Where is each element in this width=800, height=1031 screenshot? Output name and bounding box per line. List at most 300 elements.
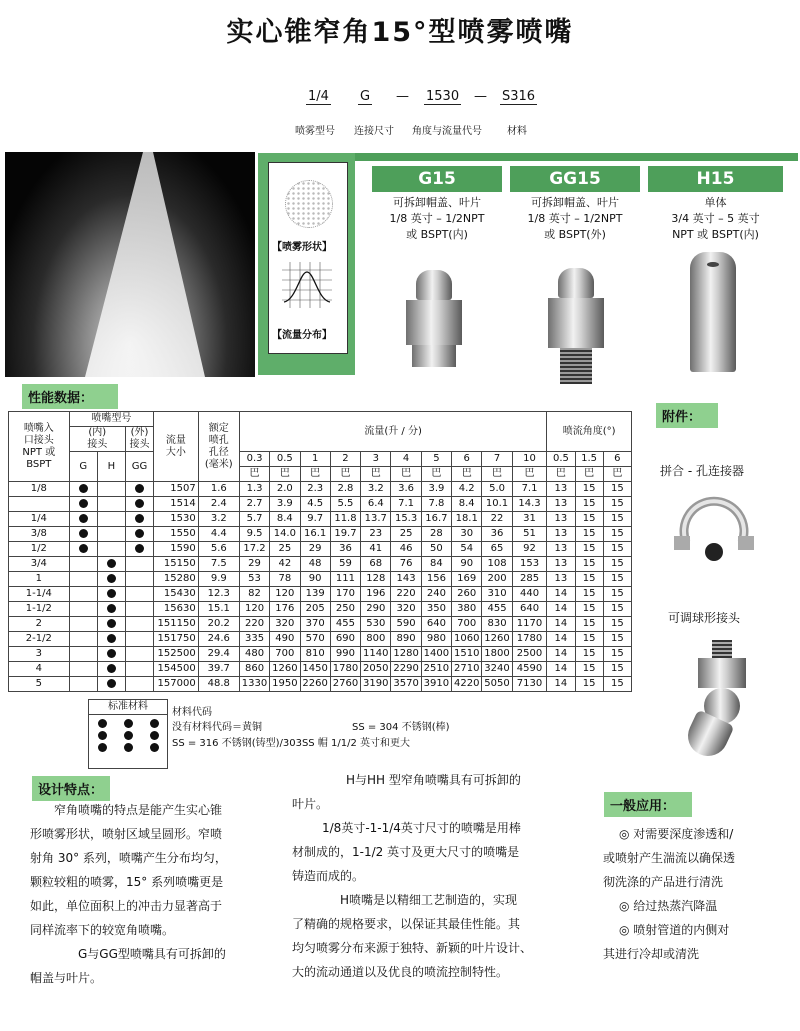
material-code-title: 材料代码 (172, 707, 212, 718)
availability-dot (135, 544, 144, 553)
table-row (9, 482, 632, 497)
angle-cell: 15 (575, 512, 603, 527)
flow-cell: 23 (361, 527, 391, 542)
flow-cell: 4590 (512, 662, 547, 677)
flow-cell: 51 (512, 527, 547, 542)
availability-dot (107, 679, 116, 688)
desc-line: 1/8 英寸 – 1/2NPT (389, 212, 485, 225)
pressure-header: 0.3 (239, 452, 269, 467)
availability-dot (107, 604, 116, 613)
flow-cell: 2500 (512, 647, 547, 662)
material-note-316: SS = 316 不锈钢(铸型)/303SS 帽 1/1/2 英寸和更大 (172, 738, 411, 749)
angle-pressure-header: 1.5 (575, 452, 603, 467)
flow-cell: 65 (482, 542, 512, 557)
flow-cell: 3190 (361, 677, 391, 692)
flow-cell: 76 (391, 557, 421, 572)
flow-cell: 260 (452, 587, 482, 602)
bar-unit: 巴 (452, 467, 482, 482)
flow-cell: 14.3 (512, 497, 547, 512)
flow-cell: 830 (482, 617, 512, 632)
flow-cell: 320 (270, 617, 300, 632)
flow-cell: 1140 (361, 647, 391, 662)
model-gg-cell (125, 617, 153, 632)
table-row (9, 512, 632, 527)
flow-cell: 590 (391, 617, 421, 632)
text-line: ◎ 对需要深度渗透和/ (619, 827, 734, 841)
inlet-cell: 1-1/2 (9, 602, 70, 617)
code-part-material: S316 (502, 89, 536, 104)
inlet-header (9, 412, 70, 482)
code-label: 角度与流量代号 (412, 126, 482, 137)
flow-cell: 36 (330, 542, 360, 557)
availability-dot (79, 499, 88, 508)
flow-cell: 28 (421, 527, 451, 542)
flow-cell: 490 (270, 632, 300, 647)
flow-cell: 240 (421, 587, 451, 602)
angle-pressure-header: 6 (603, 452, 631, 467)
angle-cell: 15 (603, 647, 631, 662)
model-gg-cell (125, 542, 153, 557)
design-col2 (292, 768, 592, 984)
model-gg-cell (125, 662, 153, 677)
flow-cell: 4.2 (452, 482, 482, 497)
flow-cell: 290 (361, 602, 391, 617)
flow-cell: 455 (330, 617, 360, 632)
model-h-cell (97, 572, 125, 587)
angle-cell: 14 (547, 632, 575, 647)
flow-cell: 153 (512, 557, 547, 572)
gg15-nozzle-icon (546, 268, 606, 386)
model-h-cell (97, 617, 125, 632)
model-h-cell (97, 662, 125, 677)
availability-dot (107, 619, 116, 628)
flow-cell: 990 (330, 647, 360, 662)
inlet-cell: 3 (9, 647, 70, 662)
flow-cell: 1280 (391, 647, 421, 662)
model-h-cell (97, 602, 125, 617)
page-title: 实心锥窄角15°型喷雾喷嘴 (226, 17, 574, 48)
desc-line: 单体 (704, 196, 727, 209)
desc-line: 可拆卸帽盖、叶片 (531, 196, 619, 209)
flow-cell: 1780 (512, 632, 547, 647)
flow-cell: 3570 (391, 677, 421, 692)
header-line: BSPT (26, 458, 52, 470)
flow-cell: 7130 (512, 677, 547, 692)
desc-line: 1/8 英寸 – 1/2NPT (527, 212, 623, 225)
material-dot (124, 731, 133, 740)
table-row (9, 602, 632, 617)
angle-cell: 15 (575, 617, 603, 632)
ball-joint-icon (692, 640, 752, 760)
model-gg-cell (125, 572, 153, 587)
angle-cell: 15 (575, 482, 603, 497)
flow-cell: 82 (239, 587, 269, 602)
orifice-cell: 24.6 (198, 632, 239, 647)
flow-cell: 1060 (452, 632, 482, 647)
flowsize-cell: 1590 (154, 542, 199, 557)
code-label: 连接尺寸 (354, 126, 394, 137)
angle-cell: 13 (547, 482, 575, 497)
flow-cell: 335 (239, 632, 269, 647)
flowsize-cell: 15280 (154, 572, 199, 587)
desc-line: 可拆卸帽盖、叶片 (393, 196, 481, 209)
orifice-cell: 39.7 (198, 662, 239, 677)
flowsize-cell: 152500 (154, 647, 199, 662)
angle-cell: 15 (575, 662, 603, 677)
model-g-cell (69, 617, 97, 632)
flow-cell: 3.9 (270, 497, 300, 512)
design-header: 设计特点： (32, 776, 110, 801)
h15-nozzle-icon (690, 252, 736, 372)
model-g15-desc (372, 195, 502, 243)
inlet-cell: 5 (9, 677, 70, 692)
flow-cell: 800 (361, 632, 391, 647)
angle-cell: 15 (603, 677, 631, 692)
performance-table (8, 411, 632, 692)
flow-cell: 2290 (391, 662, 421, 677)
flow-cell: 690 (330, 632, 360, 647)
flowsize-header (154, 412, 199, 482)
header-line: (外) (130, 427, 149, 438)
code-part-type: G (360, 89, 371, 104)
flow-cell: 1950 (270, 677, 300, 692)
flow-cell: 250 (330, 602, 360, 617)
availability-dot (107, 649, 116, 658)
model-g-cell (69, 647, 97, 662)
angle-cell: 13 (547, 527, 575, 542)
flow-cell: 530 (361, 617, 391, 632)
flow-cell: 6.4 (361, 497, 391, 512)
model-g-cell (69, 542, 97, 557)
spray-photo (5, 152, 255, 377)
flowsize-cell: 15430 (154, 587, 199, 602)
flow-cell: 1330 (239, 677, 269, 692)
flow-cell: 1780 (330, 662, 360, 677)
flow-cell: 41 (361, 542, 391, 557)
flow-cell: 36 (482, 527, 512, 542)
flow-cell: 90 (300, 572, 330, 587)
flow-cell: 220 (391, 587, 421, 602)
flow-cell: 2710 (452, 662, 482, 677)
text-line: 均匀喷雾分布来源于独特、新颖的叶片设计、 (292, 941, 533, 955)
angle-cell: 15 (575, 527, 603, 542)
flow-cell: 480 (239, 647, 269, 662)
flowsize-cell: 1507 (154, 482, 199, 497)
text-line: 叶片。 (292, 797, 329, 811)
code-dash: — (396, 89, 409, 104)
model-h-cell (97, 512, 125, 527)
flow-cell: 16.7 (421, 512, 451, 527)
code-part-size: 1/4 (308, 89, 329, 104)
h-header: H (97, 452, 125, 482)
code-dash: — (474, 89, 487, 104)
model-header: 喷嘴型号 (69, 412, 153, 427)
model-g-cell (69, 632, 97, 647)
bar-unit: 巴 (239, 467, 269, 482)
table-row (9, 647, 632, 662)
text-line: 材制成的，1-1/2 英寸及更大尺寸的喷嘴是 (292, 845, 520, 859)
flow-cell: 2.3 (300, 482, 330, 497)
orifice-header (198, 412, 239, 482)
flow-cell: 13.7 (361, 512, 391, 527)
model-g-cell (69, 482, 97, 497)
flow-cell: 111 (330, 572, 360, 587)
inlet-cell: 1 (9, 572, 70, 587)
angle-cell: 15 (575, 572, 603, 587)
model-gg15-header: GG15 (510, 166, 640, 192)
flow-cell: 139 (300, 587, 330, 602)
angle-cell: 14 (547, 647, 575, 662)
code-part-capacity: 1530 (426, 89, 460, 104)
bar-unit: 巴 (270, 467, 300, 482)
angle-cell: 14 (547, 677, 575, 692)
model-h-cell (97, 482, 125, 497)
model-h-cell (97, 557, 125, 572)
bar-unit: 巴 (575, 467, 603, 482)
model-gg-cell (125, 497, 153, 512)
text-line: 了精确的规格要求，以保证其最佳性能。其 (292, 917, 521, 931)
angle-header: 喷流角度(°) (547, 412, 632, 452)
flow-cell: 2050 (361, 662, 391, 677)
accessories-header: 附件： (656, 403, 718, 428)
flow-cell: 7.8 (421, 497, 451, 512)
table-row (9, 527, 632, 542)
flow-cell: 196 (361, 587, 391, 602)
model-g-cell (69, 512, 97, 527)
availability-dot (135, 529, 144, 538)
flow-cell: 640 (421, 617, 451, 632)
pressure-header: 3 (361, 452, 391, 467)
header-line: 流量 (165, 434, 186, 446)
flow-cell: 7.1 (391, 497, 421, 512)
header-line: 口接头 (23, 434, 54, 446)
flow-cell: 48 (300, 557, 330, 572)
flow-cell: 980 (421, 632, 451, 647)
table-row (9, 677, 632, 692)
model-h-cell (97, 527, 125, 542)
flowsize-cell: 15630 (154, 602, 199, 617)
model-gg15-desc (510, 195, 640, 243)
availability-dot (107, 634, 116, 643)
flow-cell: 1400 (421, 647, 451, 662)
flow-cell: 370 (300, 617, 330, 632)
availability-dot (107, 574, 116, 583)
flow-cell: 22 (482, 512, 512, 527)
flowsize-cell: 1514 (154, 497, 199, 512)
text-line: 铸造而成的。 (292, 869, 365, 883)
model-gg-cell (125, 602, 153, 617)
text-line: 颗粒较粗的喷雾，15° 系列喷嘴更是 (30, 875, 224, 889)
flow-cell: 860 (239, 662, 269, 677)
code-label: 喷雾型号 (295, 126, 335, 137)
flow-cell: 176 (270, 602, 300, 617)
model-g-cell (69, 662, 97, 677)
inlet-cell: 1/4 (9, 512, 70, 527)
table-row (9, 632, 632, 647)
flow-cell: 4220 (452, 677, 482, 692)
material-note-304: SS = 304 不锈钢(棒) (352, 722, 450, 733)
material-dot (124, 719, 133, 728)
bar-unit: 巴 (482, 467, 512, 482)
angle-cell: 15 (575, 602, 603, 617)
flow-cell: 2.8 (330, 482, 360, 497)
flow-cell: 350 (421, 602, 451, 617)
angle-cell: 15 (575, 542, 603, 557)
angle-cell: 13 (547, 557, 575, 572)
flow-cell: 90 (452, 557, 482, 572)
orifice-cell: 3.2 (198, 512, 239, 527)
inlet-cell: 2 (9, 617, 70, 632)
flow-cell: 30 (452, 527, 482, 542)
flow-cell: 128 (361, 572, 391, 587)
accessory-ball-joint: 可调球形接头 (668, 611, 741, 625)
flow-cell: 2.7 (239, 497, 269, 512)
flow-cell: 169 (452, 572, 482, 587)
flow-cell: 3.6 (391, 482, 421, 497)
flow-cell: 29 (300, 542, 330, 557)
text-line: 大的流动通道以及优良的喷流控制特性。 (292, 965, 509, 979)
model-h-cell (97, 647, 125, 662)
flow-header: 流量(升 / 分) (239, 412, 546, 452)
table-row (9, 662, 632, 677)
angle-cell: 15 (603, 617, 631, 632)
text-line: H与HH 型窄角喷嘴具有可拆卸的 (346, 773, 521, 787)
bar-unit: 巴 (330, 467, 360, 482)
flow-cell: 2510 (421, 662, 451, 677)
angle-cell: 15 (603, 557, 631, 572)
inlet-cell: 1-1/4 (9, 587, 70, 602)
model-g-cell (69, 602, 97, 617)
availability-dot (135, 484, 144, 493)
bar-unit: 巴 (361, 467, 391, 482)
flow-cell: 143 (391, 572, 421, 587)
flow-cell: 890 (391, 632, 421, 647)
bar-unit: 巴 (421, 467, 451, 482)
angle-cell: 14 (547, 617, 575, 632)
flow-cell: 170 (330, 587, 360, 602)
text-line: 窄角喷嘴的特点是能产生实心锥 (54, 803, 223, 817)
model-h-cell (97, 632, 125, 647)
flow-cell: 3.2 (361, 482, 391, 497)
flowsize-cell: 157000 (154, 677, 199, 692)
header-line: 接头 (129, 439, 150, 450)
inlet-cell: 1/8 (9, 482, 70, 497)
inner-header (69, 427, 125, 452)
text-line: 帽盖与叶片。 (30, 971, 103, 985)
orifice-cell: 2.4 (198, 497, 239, 512)
flow-cell: 68 (361, 557, 391, 572)
orifice-cell: 1.6 (198, 482, 239, 497)
flow-cell: 5.5 (330, 497, 360, 512)
perf-data-header: 性能数据： (22, 384, 118, 409)
flow-cell: 7.1 (512, 482, 547, 497)
flow-cell: 53 (239, 572, 269, 587)
bar-unit: 巴 (300, 467, 330, 482)
material-dot (98, 731, 107, 740)
angle-cell: 13 (547, 512, 575, 527)
angle-cell: 14 (547, 602, 575, 617)
flow-cell: 25 (391, 527, 421, 542)
orifice-cell: 20.2 (198, 617, 239, 632)
flow-cell: 1260 (482, 632, 512, 647)
flow-cell: 31 (512, 512, 547, 527)
std-material-box (88, 699, 168, 769)
angle-cell: 15 (603, 482, 631, 497)
flow-distribution-icon (282, 262, 332, 308)
desc-line: NPT 或 BSPT(内) (672, 228, 759, 241)
flow-cell: 9.5 (239, 527, 269, 542)
flow-cell: 54 (452, 542, 482, 557)
angle-cell: 14 (547, 587, 575, 602)
flow-cell: 2.0 (270, 482, 300, 497)
std-material-label: 标准材料 (89, 700, 167, 715)
flowsize-cell: 1530 (154, 512, 199, 527)
applications-list (603, 822, 798, 966)
flow-cell: 380 (452, 602, 482, 617)
orifice-cell: 29.4 (198, 647, 239, 662)
angle-cell: 15 (603, 632, 631, 647)
model-h-cell (97, 587, 125, 602)
model-g-cell (69, 572, 97, 587)
pressure-header: 1 (300, 452, 330, 467)
flow-cell: 455 (482, 602, 512, 617)
model-h15-header: H15 (648, 166, 783, 192)
flow-cell: 640 (512, 602, 547, 617)
flowsize-cell: 15150 (154, 557, 199, 572)
table-row (9, 572, 632, 587)
flow-cell: 29 (239, 557, 269, 572)
model-gg-cell (125, 632, 153, 647)
spray-shape-label: 【喷雾形状】 (272, 242, 332, 253)
model-gg-cell (125, 512, 153, 527)
header-line: 额定 (208, 422, 229, 434)
flow-cell: 3.9 (421, 482, 451, 497)
model-g-cell (69, 497, 97, 512)
header-line: NPT 或 (22, 446, 56, 458)
model-g-cell (69, 557, 97, 572)
flow-cell: 25 (270, 542, 300, 557)
pressure-header: 6 (452, 452, 482, 467)
text-line: 形喷雾形状，喷射区域呈圆形。窄喷 (30, 827, 223, 841)
flow-cell: 700 (452, 617, 482, 632)
inlet-cell (9, 497, 70, 512)
angle-cell: 15 (603, 512, 631, 527)
flow-cell: 2260 (300, 677, 330, 692)
flow-cell: 440 (512, 587, 547, 602)
orifice-cell: 12.3 (198, 587, 239, 602)
text-line: ◎ 给过热蒸汽降温 (619, 899, 718, 913)
flowsize-cell: 151750 (154, 632, 199, 647)
model-gg-cell (125, 677, 153, 692)
flow-cell: 78 (270, 572, 300, 587)
flow-cell: 5.0 (482, 482, 512, 497)
availability-dot (135, 499, 144, 508)
flow-cell: 3240 (482, 662, 512, 677)
spray-cone-icon (5, 152, 255, 377)
angle-cell: 15 (575, 632, 603, 647)
inlet-cell: 1/2 (9, 542, 70, 557)
angle-pressure-header: 0.5 (547, 452, 575, 467)
g-header: G (69, 452, 97, 482)
flow-cell: 92 (512, 542, 547, 557)
text-line: G与GG型喷嘴具有可拆卸的 (78, 947, 226, 961)
design-col1 (30, 798, 285, 990)
flow-cell: 310 (482, 587, 512, 602)
material-dot (150, 719, 159, 728)
flow-cell: 700 (270, 647, 300, 662)
angle-cell: 15 (603, 602, 631, 617)
flow-cell: 10.1 (482, 497, 512, 512)
